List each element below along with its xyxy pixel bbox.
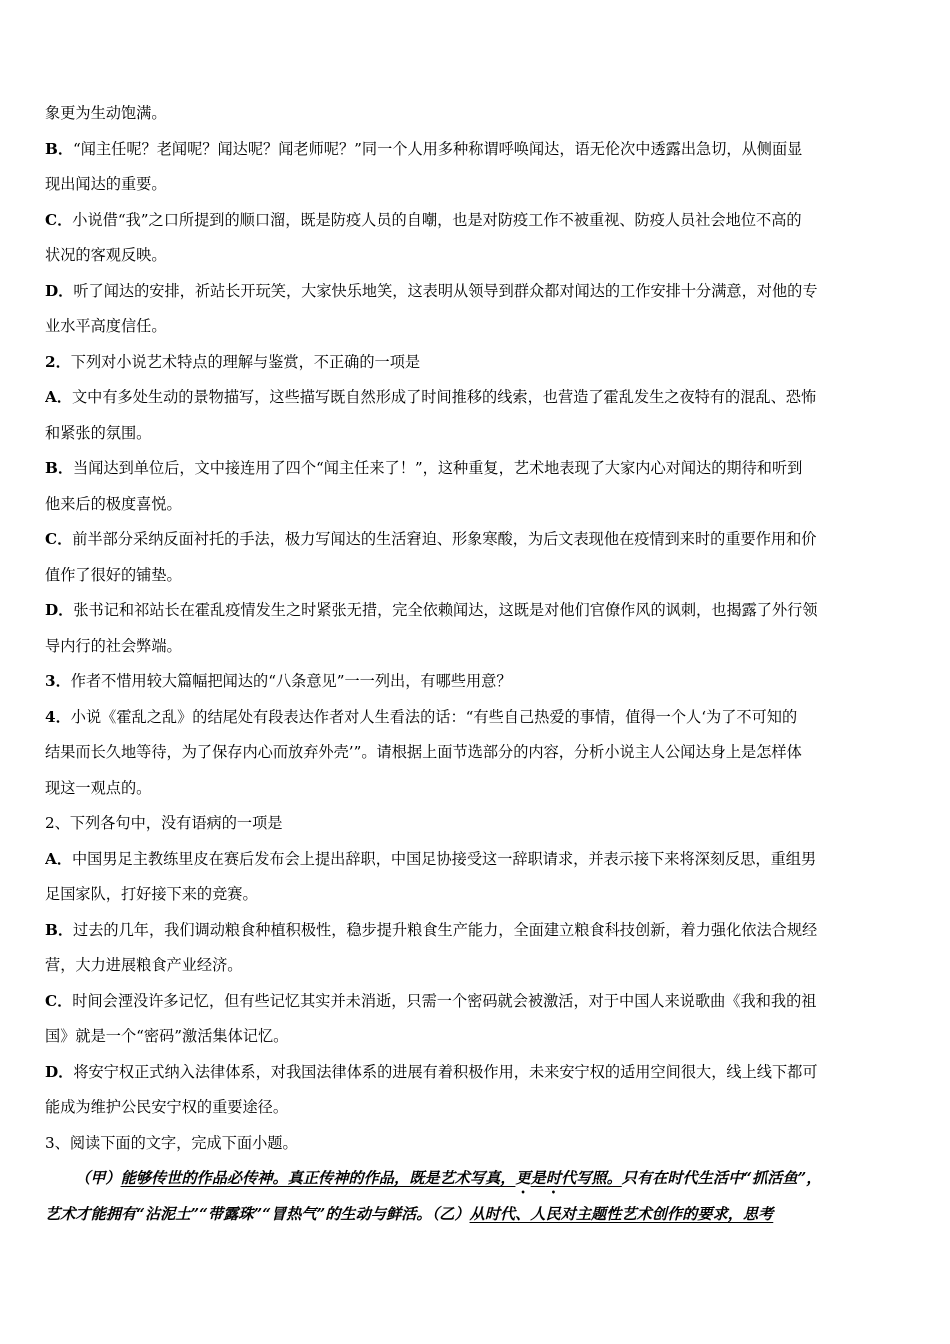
line-text: 张书记和祁站长在霍乱疫情发生之时紧张无措，完全依赖闻达，这既是对他们官僚作风的讽刺，也揭露了外行领: [73, 601, 818, 619]
text-line: [45, 1055, 901, 1091]
option-label: A．: [45, 388, 72, 406]
line-text: 过去的几年，我们调动粮食种植积极性，稳步提升粮食生产能力，全面建立粮食科技创新，着力强化依法合规经: [73, 920, 818, 939]
line-text: 时间会湮没许多记忆，但有些记忆其实并未消逝，只需一个密码就会被激活，对于中国人来说歌曲《我和我的祖: [72, 991, 817, 1010]
text-line: [45, 238, 901, 274]
option-label: B．: [45, 139, 74, 158]
question-2-heading: 2、下列各句中，没有语病的一项是: [45, 814, 283, 832]
text-line: [45, 664, 901, 700]
line-text: 现这一观点的。: [45, 778, 152, 797]
dotted-char-2: 时: [545, 1169, 561, 1187]
text-line: [45, 593, 901, 629]
option-label: D．: [45, 281, 74, 300]
text-line: [45, 700, 901, 736]
text-line: [45, 380, 901, 416]
text-line: [45, 877, 901, 913]
text-line: [45, 948, 901, 984]
text-line: [45, 345, 901, 381]
option-label: B．: [45, 920, 74, 939]
passage-label-jia: （甲）: [75, 1169, 121, 1187]
text-line: [45, 522, 901, 558]
line-text: 文中有多处生动的景物描写，这些描写既自然形成了时间推移的线索，也营造了霍乱发生之夜特有的混乱、恐怖: [71, 388, 817, 406]
line-text: 下列对小说艺术特点的理解与鉴赏，不正确的一项是: [70, 352, 421, 371]
text-line: [45, 451, 901, 487]
passage-text-2: 艺术才能拥有“沾泥土”“带露珠”“冒热气”的生动与鲜活。（乙）: [45, 1204, 470, 1223]
text-line: [45, 984, 901, 1020]
option-label: 3．: [45, 672, 71, 690]
text-line: [45, 913, 901, 949]
passage-line-2: [45, 1197, 901, 1233]
line-text: 作者不惜用较大篇幅把闻达的“八条意见”一一列出，有哪些用意？: [70, 672, 512, 690]
line-text: “闻主任呢？老闻呢？闻达呢？闻老师呢？”同一个人用多种称谓呼唤闻达，语无伦次中透露出急切，从侧面显: [73, 139, 803, 158]
underlined-sentence-a: 能够传世的作品必传神。真正传神的作品，既是艺术写真，: [120, 1169, 516, 1187]
passage-text-1: 只有在时代生活中“抓活鱼”，: [621, 1169, 822, 1187]
line-text: 导内行的社会弊端。: [45, 636, 182, 655]
option-label: D．: [45, 1062, 74, 1081]
text-line: [45, 203, 901, 239]
option-label: B．: [45, 459, 74, 477]
line-text: 他来后的极度喜悦。: [45, 494, 182, 513]
line-text: 前半部分采纳反面衬托的手法，极力写闻达的生活窘迫、形象寒酸，为后文表现他在疫情到来时的重要作用和价: [72, 530, 817, 548]
line-text: 中国男足主教练里皮在赛后发布会上提出辞职，中国足协接受这一辞职请求，并表示接下来将深刻反思，重组男: [71, 849, 817, 868]
text-line: [45, 1019, 901, 1055]
text-line: [45, 735, 901, 771]
question-3-heading: 3、阅读下面的文字，完成下面小题。: [45, 1133, 298, 1152]
line-text: 和紧张的氛围。: [45, 423, 152, 442]
text-line: [45, 487, 901, 523]
line-text: 国》就是一个“密码”激活集体记忆。: [45, 1027, 289, 1045]
text-line: [45, 274, 901, 310]
option-label: D．: [45, 601, 74, 619]
text-line: [45, 1090, 901, 1126]
text-line: [45, 416, 901, 452]
dotted-char-1: 更: [515, 1169, 531, 1187]
question-1-options: [45, 96, 901, 806]
line-text: 业水平高度信任。: [45, 317, 167, 335]
text-line: [45, 309, 901, 345]
underlined-sentence-b: 是: [530, 1169, 546, 1187]
line-text: 营，大力进展粮食产业经济。: [45, 956, 243, 974]
question-2-options: [45, 842, 901, 1126]
line-text: 小说《霍乱之乱》的结尾处有段表达作者对人生看法的话：“有些自己热爱的事情，值得一个人‘为了不可知的: [70, 707, 798, 726]
line-text: 小说借“我”之口所提到的顺口溜，既是防疫人员的自嘲，也是对防疫工作不被重视、防疫人员社会地位不高的: [72, 210, 802, 229]
line-text: 象更为生动饱满。: [45, 104, 167, 122]
option-label: A．: [45, 849, 72, 868]
line-text: 现出闻达的重要。: [45, 175, 167, 193]
line-text: 状况的客观反映。: [45, 246, 167, 264]
passage-line-1: [45, 1161, 901, 1197]
text-line: [45, 558, 901, 594]
text-line: [45, 132, 901, 168]
option-label: C．: [45, 530, 73, 548]
line-text: 将安宁权正式纳入法律体系，对我国法律体系的进展有着积极作用，未来安宁权的适用空间很大，线上线下都可: [73, 1062, 818, 1081]
text-line: [45, 629, 901, 665]
underlined-sentence-c: 代写照。: [561, 1169, 622, 1187]
text-line: [45, 167, 901, 203]
option-label: 2．: [45, 352, 71, 371]
option-label: 4．: [45, 707, 71, 726]
line-text: 当闻达到单位后，文中接连用了四个“闻主任来了！”，这种重复，艺术地表现了大家内心对闻达的期待和听到: [73, 459, 803, 477]
option-label: C．: [45, 210, 73, 229]
text-line: [45, 771, 901, 807]
underlined-sentence-yi: 从时代、人民对主题性艺术创作的要求，思考: [469, 1204, 774, 1223]
option-label: C．: [45, 991, 73, 1010]
document-page: [45, 96, 901, 1232]
line-text: 听了闻达的安排，祈站长开玩笑，大家快乐地笑，这表明从领导到群众都对闻达的工作安排十分满意，对他的专: [73, 281, 818, 300]
text-line: [45, 96, 901, 132]
line-text: 值作了很好的铺垫。: [45, 565, 182, 584]
line-text: 能成为维护公民安宁权的重要途径。: [45, 1098, 288, 1116]
line-text: 足国家队，打好接下来的竞赛。: [45, 885, 258, 903]
line-text: 结果而长久地等待，为了保存内心而放弃外壳’”。请根据上面节选部分的内容，分析小说主人公闻达身上是怎样体: [45, 743, 802, 761]
text-line: [45, 842, 901, 878]
